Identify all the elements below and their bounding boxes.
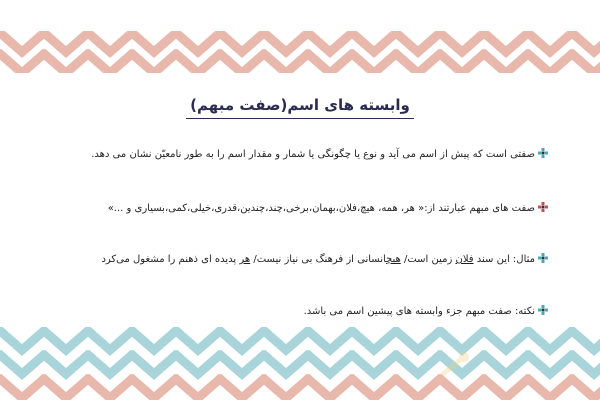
list-item [48, 202, 548, 216]
example-underlined-word: هیچ [386, 254, 401, 265]
top-chevron-band [0, 31, 600, 73]
example-text-prefix: مثال: این سند [473, 254, 535, 265]
example-text-middle: انسانی از فرهنگ بی نیاز نیست/ [250, 254, 387, 265]
page-title-text: وابسته های اسم(صفت مبهم) [186, 95, 414, 119]
diamond-bullet-icon [538, 148, 548, 158]
watermark-logo-icon [434, 345, 474, 385]
list-item-text: صفت های مبهم عبارتند از:« هر، همه، هیچ،فلان،بهمان،برخی،چند،چندین،قدری،خیلی،کمی،بسیاری و ...» [107, 203, 535, 214]
page-title [0, 95, 600, 119]
list-item [48, 305, 548, 319]
watermark-logo [432, 345, 582, 385]
example-underlined-word: هر [239, 254, 251, 265]
list-item-text: صفتی است که پیش از اسم می آید و نوع یا چگونگی یا شمار و مقدار اسم را به طور نامعیّن نشان می دهد. [91, 149, 535, 160]
example-text-suffix: پدیده ای ذهنم را مشغول می‌کرد [101, 254, 240, 265]
diamond-bullet-icon [538, 202, 548, 212]
list-item-text: نکته: صفت مبهم جزء وابسته های پیشین اسم می باشد. [303, 306, 535, 317]
example-text-middle: زمین است/ [400, 254, 456, 265]
example-underlined-word: فلان [455, 254, 474, 265]
list-item [48, 253, 548, 267]
diamond-bullet-icon [538, 305, 548, 315]
list-item [48, 148, 548, 162]
diamond-bullet-icon [538, 253, 548, 263]
